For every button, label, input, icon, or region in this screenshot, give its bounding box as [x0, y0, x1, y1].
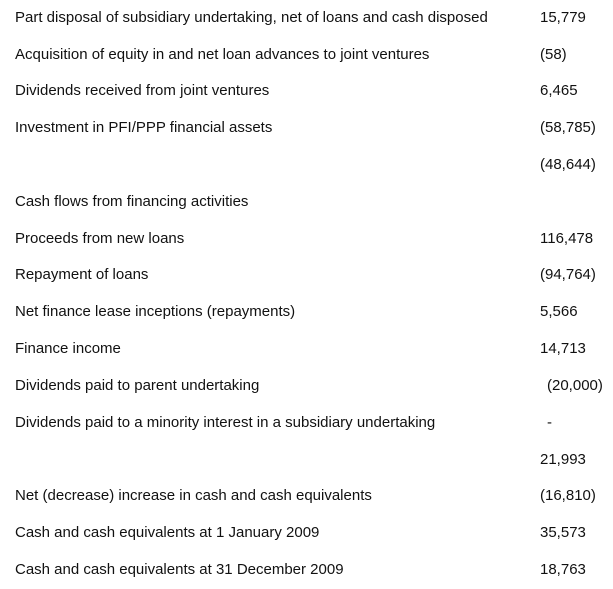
row-label: Repayment of loans	[15, 266, 149, 283]
row-finance-lease	[0, 300, 613, 324]
row-label: Dividends paid to parent undertaking	[15, 377, 260, 394]
row-repayment-loans	[0, 263, 613, 287]
row-value: (20,000)	[547, 377, 603, 394]
row-label: Investment in PFI/PPP financial assets	[15, 119, 273, 136]
row-value: 6,465	[540, 82, 578, 99]
row-label: Proceeds from new loans	[15, 230, 185, 247]
row-finance-income	[0, 337, 613, 361]
row-label: Dividends received from joint ventures	[15, 82, 270, 99]
row-value: 35,573	[540, 524, 586, 541]
row-value: 116,478	[540, 230, 594, 247]
row-financing-heading	[0, 190, 613, 214]
row-dividends-parent	[0, 374, 613, 398]
row-proceeds-new-loans	[0, 227, 613, 251]
row-value: 18,763	[540, 561, 586, 578]
row-value: 15,779	[540, 9, 586, 26]
row-label: Finance income	[15, 340, 121, 357]
row-label: Cash and cash equivalents at 1 January 2009	[15, 524, 320, 541]
row-value: 5,566	[540, 303, 578, 320]
row-dividends-received	[0, 79, 613, 103]
row-acquisition-equity	[0, 43, 613, 67]
row-label: Dividends paid to a minority interest in a subsidiary undertaking	[15, 414, 436, 431]
section-heading: Cash flows from financing activities	[15, 193, 249, 210]
row-dividends-minority	[0, 411, 613, 435]
row-value: (48,644)	[540, 156, 596, 173]
row-value: -	[547, 414, 552, 431]
row-value: (58,785)	[540, 119, 596, 136]
row-label: Acquisition of equity in and net loan advances to joint ventures	[15, 46, 430, 63]
row-investing-subtotal	[0, 153, 613, 177]
row-label: Part disposal of subsidiary undertaking, net of loans and cash disposed	[15, 9, 488, 26]
row-value: 21,993	[540, 451, 586, 468]
row-value: 14,713	[540, 340, 586, 357]
row-value: (94,764)	[540, 266, 596, 283]
row-label: Net (decrease) increase in cash and cash equivalents	[15, 487, 372, 504]
row-label: Cash and cash equivalents at 31 December 2009	[15, 561, 344, 578]
row-cash-start	[0, 521, 613, 545]
row-part-disposal	[0, 6, 613, 30]
row-investment-pfi-ppp	[0, 116, 613, 140]
row-net-change-cash	[0, 484, 613, 508]
row-financing-subtotal	[0, 448, 613, 472]
row-cash-end	[0, 558, 613, 582]
row-value: (58)	[540, 46, 567, 63]
row-value: (16,810)	[540, 487, 596, 504]
row-label: Net finance lease inceptions (repayments)	[15, 303, 296, 320]
